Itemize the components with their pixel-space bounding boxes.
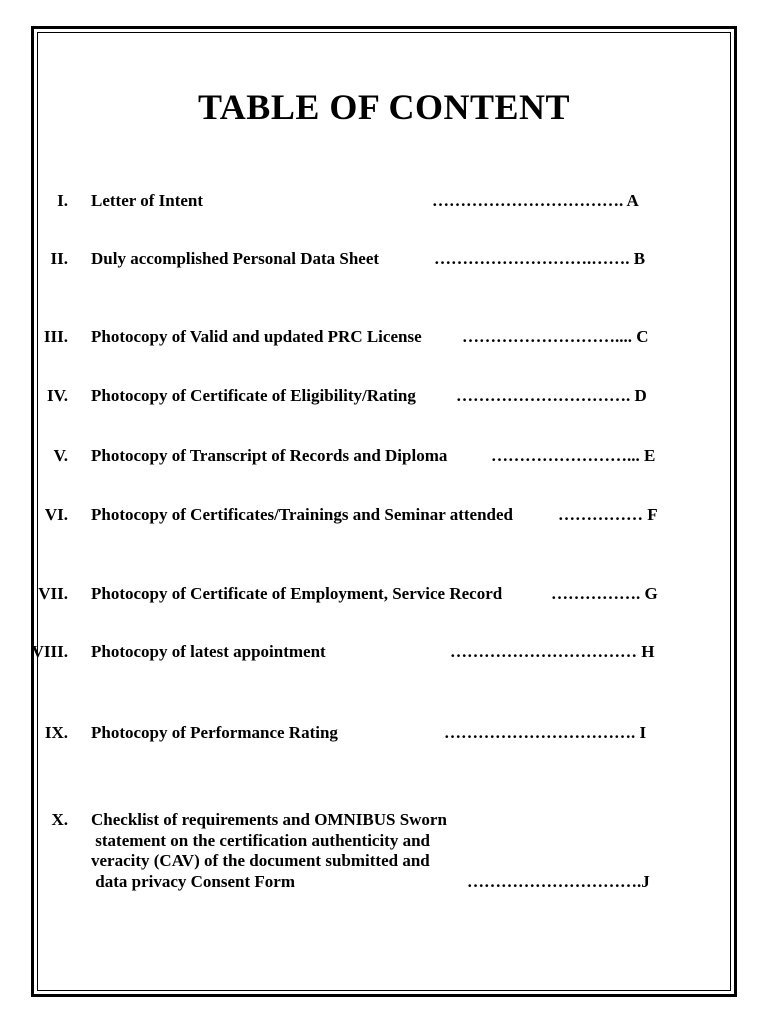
toc-numeral: III. [43,327,68,346]
toc-title: Photocopy of Valid and updated PRC License [91,327,422,346]
toc-numeral: I. [57,191,68,210]
toc-numeral: X. [51,810,68,829]
toc-leader: …………………………… H [450,642,655,661]
toc-title: Duly accomplished Personal Data Sheet [91,249,380,268]
toc-leader: …………… F [558,505,658,524]
toc-leader: ……………………….……. B [434,249,646,268]
toc-numeral: IX. [44,723,68,742]
toc-numeral: II. [50,249,68,268]
toc-numeral: VIII. [31,642,68,661]
toc-numeral: V. [53,446,68,465]
toc-title: Photocopy of Certificates/Trainings and Seminar attended [91,505,513,524]
toc-leader: ……………………………. A [432,191,639,210]
toc-title: Checklist of requirements and OMNIBUS Sworn statement on the certification authenticity and veracity (CAV) of the document submitted and data privacy Consent Form [91,810,447,891]
toc-leader: ………………………….J [467,872,650,891]
toc-numeral: VII. [38,584,68,603]
toc-leader: ……………………………. I [444,723,647,742]
toc-leader: ……………………... E [491,446,656,465]
toc-title: Photocopy of Certificate of Employment, Service Record [91,584,503,603]
toc-title: Photocopy of Certificate of Eligibility/Rating [91,386,416,405]
toc-title: Photocopy of Transcript of Records and Diploma [91,446,448,465]
toc-numeral: IV. [47,386,68,405]
toc-title: Photocopy of Performance Rating [91,723,338,742]
toc-leader: ……………. G [551,584,658,603]
toc-title: Photocopy of latest appointment [91,642,326,661]
page-title: TABLE OF CONTENT [197,87,571,127]
toc-leader: ……………………….... C [462,327,649,346]
toc-numeral: VI. [44,505,68,524]
toc-title: Letter of Intent [91,191,204,210]
toc-leader: …………………………. D [456,386,647,405]
